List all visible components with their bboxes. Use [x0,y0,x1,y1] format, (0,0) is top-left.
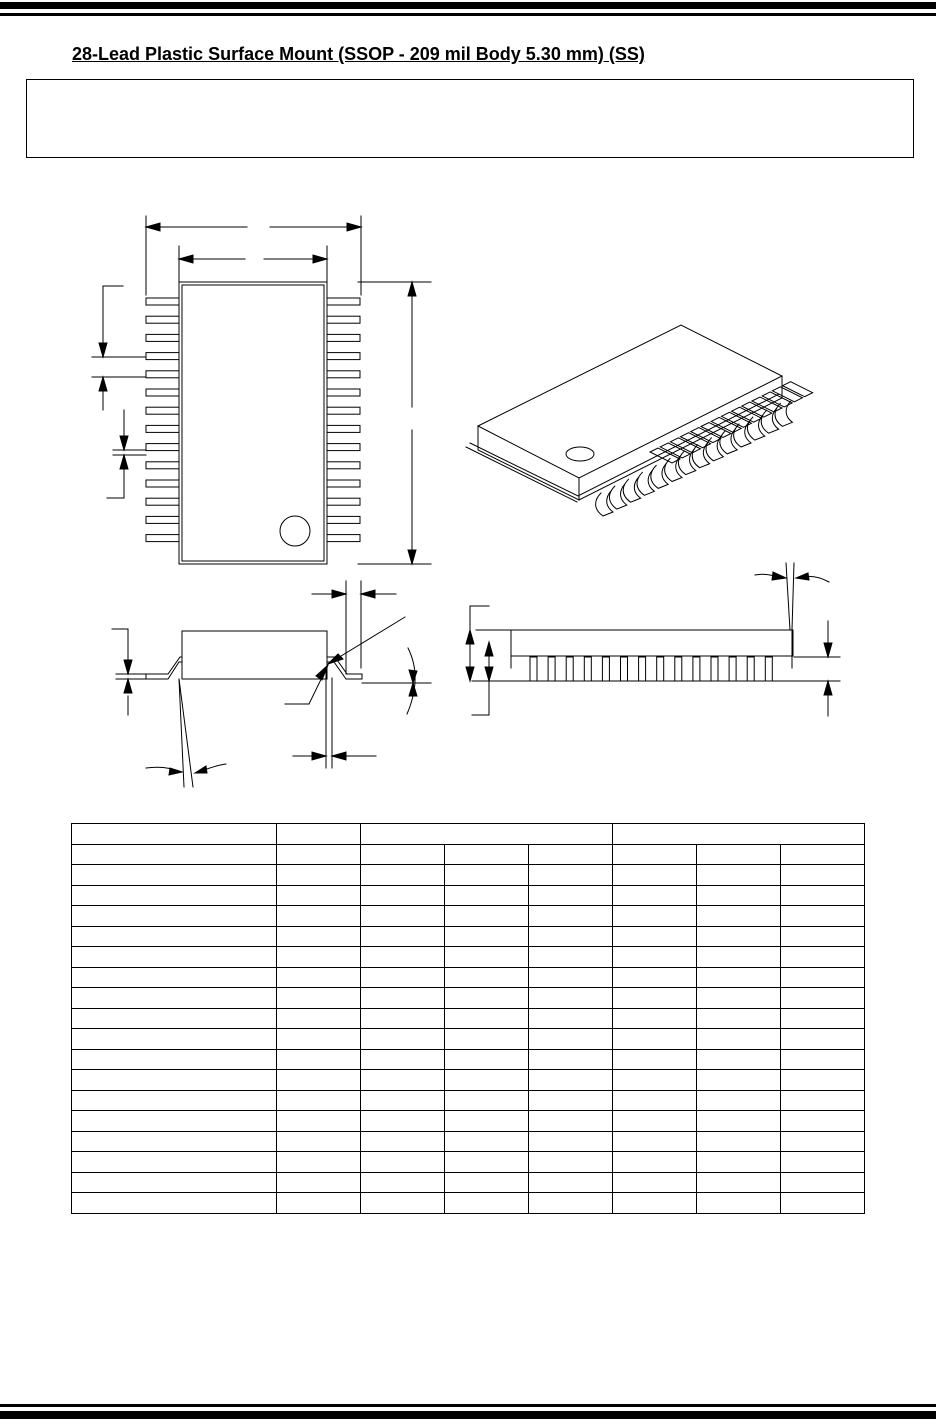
left-lead [146,462,179,469]
dimension-table-cell [72,1152,277,1173]
dimension-table-cell [529,1090,613,1111]
three-d-front-lead [665,457,682,482]
dimension-table-cell [277,1008,361,1029]
dimension-table-cell [361,844,445,865]
right-lead [327,316,360,323]
dimension-table-cell [781,1111,865,1132]
dimension-table-cell [697,1090,781,1111]
dimension-table-cell [529,906,613,927]
three-d-back-lead [691,428,721,443]
dimension-table-cell [781,885,865,906]
dimension-table-row [72,1029,865,1050]
dimension-table-cell [613,988,697,1009]
dimension-table-cell [72,1193,277,1214]
dimension-table-row [72,1008,865,1029]
dimension-table-cell [529,967,613,988]
end-view-lead [548,657,555,681]
dimension-table-cell [445,947,529,968]
dimension-table-group-cell-0 [72,824,277,845]
dimension-table-cell [277,926,361,947]
dimension-table-cell [529,1193,613,1214]
end-view-lead [747,657,754,681]
left-lead [146,516,179,523]
right-lead [327,334,360,341]
dimension-table-row [72,906,865,927]
three-d-back-lead [732,407,762,422]
dimension-table-cell [277,1029,361,1050]
right-lead [327,298,360,305]
three-d-front-lead [734,422,751,447]
dimension-table-cell [445,1029,529,1050]
three-d-front-lead [775,401,792,426]
left-lead [146,535,179,542]
dimension-table-cell [277,1172,361,1193]
three-d-front-lead [609,484,626,509]
dimension-table-cell [529,1172,613,1193]
end-view-lead [639,657,646,681]
dimension-table-cell [697,967,781,988]
dimension-table-cell [361,1152,445,1173]
three-d-back-lead [670,438,700,453]
dimension-table-cell [72,906,277,927]
dimension-table-row [72,1131,865,1152]
three-d-front-lead [761,408,778,433]
dimension-table-cell [72,1049,277,1070]
package-dimension-table [71,823,865,1214]
end-view-lead [675,657,682,681]
three-d-back-lead [752,397,782,412]
dimension-table-cell [529,988,613,1009]
dimension-table-cell [277,1090,361,1111]
right-lead [327,462,360,469]
dimension-table-cell [781,1152,865,1173]
dimension-table-cell [529,1111,613,1132]
dimension-table-cell [613,1172,697,1193]
dimension-table-row [72,1193,865,1214]
dimension-table-cell [445,926,529,947]
top-view-body [179,282,327,564]
dimension-table-row [72,947,865,968]
dimension-table-cell [697,1152,781,1173]
dimension-table-cell [361,1008,445,1029]
right-lead [327,498,360,505]
end-view-lead [530,657,537,681]
dimension-table-cell [613,1008,697,1029]
left-lead [146,316,179,323]
dimension-table-cell [361,1049,445,1070]
dimension-table-cell [781,1172,865,1193]
three-d-front-lead [623,477,640,502]
dimension-table-cell [529,947,613,968]
dimension-table-cell [361,906,445,927]
dimension-table-cell [529,1070,613,1091]
dimension-table-cell [277,1193,361,1214]
pin-one-indicator [280,516,310,546]
dimension-table-cell [613,967,697,988]
dimension-table-cell [445,1049,529,1070]
dimension-table-cell [277,1152,361,1173]
dimension-table-cell [445,885,529,906]
dimension-table-group-cell-1 [277,824,361,845]
end-view-lead [602,657,609,681]
dimension-table-cell [445,1172,529,1193]
dimension-table-cell [613,1029,697,1050]
dimension-table-cell [72,1111,277,1132]
dimension-table-cell [613,1049,697,1070]
dimension-table-group-cell-3 [613,824,865,845]
dimension-table-cell [781,947,865,968]
right-lead [327,371,360,378]
dimension-table-cell [613,947,697,968]
dimension-table-cell [529,1131,613,1152]
dimension-table-cell [277,906,361,927]
three-d-body-top [478,325,782,478]
right-lead [327,389,360,396]
dimension-table-row [72,967,865,988]
dimension-table-group-header-row [72,824,865,845]
right-lead [327,444,360,451]
dimension-table-cell [445,988,529,1009]
dimension-table-cell [72,947,277,968]
dimension-table-cell [529,885,613,906]
end-view-lead [584,657,591,681]
three-d-front-lead [706,436,723,461]
dimension-table-cell [697,1029,781,1050]
right-lead [327,535,360,542]
dimension-table-cell [781,1049,865,1070]
dimension-table-row [72,1172,865,1193]
page-title: 28-Lead Plastic Surface Mount (SSOP - 209 mil Body 5.30 mm) (SS) [72,44,645,64]
dimension-table-cell [697,947,781,968]
dimension-table-cell [445,1131,529,1152]
end-view-body [511,630,793,656]
dimension-table-cell [72,967,277,988]
three-d-front-lead [596,491,613,516]
right-lead [327,425,360,432]
dimension-table-cell [781,967,865,988]
three-d-front-lead [720,429,737,454]
end-view-lead [729,657,736,681]
dimension-table-cell [529,865,613,886]
bottom-border-thin [0,1404,936,1407]
dimension-table-cell [361,947,445,968]
dimension-table-cell [72,988,277,1009]
dimension-table-cell [781,865,865,886]
dimension-table-cell [781,926,865,947]
dimension-table-cell [781,1029,865,1050]
dimension-table-cell [277,1070,361,1091]
dimension-table-cell [697,1008,781,1029]
dimension-table-cell [445,1152,529,1173]
dimension-table-cell [697,906,781,927]
dimension-table-row [72,1070,865,1091]
three-d-back-lead [701,423,731,438]
top-border-thick [0,2,936,9]
dimension-table-row [72,1111,865,1132]
dimension-table-cell [72,1029,277,1050]
dimension-table-cell [697,844,781,865]
end-view-lead [657,657,664,681]
left-lead [146,407,179,414]
dimension-table-cell [361,1090,445,1111]
three-d-back-lead [762,392,792,407]
dimension-table-cell [781,844,865,865]
three-d-back-lead [660,443,690,458]
dimension-table-cell [781,906,865,927]
dimension-table-cell [277,865,361,886]
end-view-lead [693,657,700,681]
dimension-table-cell [361,1193,445,1214]
dimension-table-cell [445,967,529,988]
dimension-table-cell [361,1131,445,1152]
dimension-table-cell [277,885,361,906]
bottom-border-thick [0,1411,936,1419]
dimension-table-row [72,1090,865,1111]
dimension-table-cell [361,988,445,1009]
dimension-table-cell [361,967,445,988]
dimension-table-cell [361,926,445,947]
dimension-table-cell [361,1111,445,1132]
end-view-lead [765,657,772,681]
three-d-front-lead [651,463,668,488]
dimension-table-cell [697,1172,781,1193]
dimension-table-cell [697,1193,781,1214]
three-d-back-lead [721,412,751,427]
dimension-table-cell [697,1049,781,1070]
right-lead [327,407,360,414]
dimension-table-cell [613,1090,697,1111]
end-view-lead [566,657,573,681]
dimension-table-cell [529,1029,613,1050]
three-d-front-lead [678,450,695,475]
dimension-table-cell [613,1111,697,1132]
dimension-table-cell [781,1070,865,1091]
left-lead [146,389,179,396]
dimension-table-cell [72,1131,277,1152]
dimension-table-cell [72,1008,277,1029]
dimension-table-cell [361,1172,445,1193]
dimension-table-cell [361,1029,445,1050]
dimension-table-row [72,926,865,947]
dimension-table-cell [72,1172,277,1193]
dimension-table-cell [613,1152,697,1173]
left-lead [146,498,179,505]
dimension-table-cell [781,1193,865,1214]
dimension-table-cell [697,885,781,906]
three-d-front-lead [747,415,764,440]
three-d-front-lead [637,470,654,495]
dimension-table-cell [529,1049,613,1070]
three-d-back-lead [681,433,711,448]
dimension-table-cell [781,1131,865,1152]
dimension-table-cell [445,1008,529,1029]
dimension-table-cell [781,988,865,1009]
right-lead [327,353,360,360]
dimension-table-cell [72,926,277,947]
dimension-table-cell [781,1090,865,1111]
right-lead [327,516,360,523]
dimension-table-cell [697,988,781,1009]
dimension-table-cell [613,1193,697,1214]
dimension-table-cell [529,926,613,947]
three-d-back-lead [711,417,741,432]
dimension-table-cell [445,844,529,865]
dimension-table-cell [277,1131,361,1152]
package-note-box [26,79,914,158]
dimension-table-cell [72,1070,277,1091]
dimension-table-cell [613,1070,697,1091]
dimension-table-row [72,885,865,906]
left-lead [146,298,179,305]
three-d-back-lead [783,382,813,397]
three-d-front-lead [692,443,709,468]
dimension-table-cell [613,865,697,886]
dimension-table-cell [277,1049,361,1070]
dimension-table-cell [613,906,697,927]
dimension-table-cell [529,1008,613,1029]
dimension-table-row [72,865,865,886]
three-d-pin-one-mark [566,447,594,461]
end-view-lead [711,657,718,681]
dimension-table-cell [445,865,529,886]
dimension-table-cell [697,926,781,947]
dimension-table-cell [72,865,277,886]
left-lead [146,480,179,487]
dimension-table-cell [72,1090,277,1111]
dimension-table-cell [445,906,529,927]
dimension-table-cell [613,844,697,865]
dimension-table-cell [445,1090,529,1111]
dimension-table-cell [613,926,697,947]
top-border-thin [0,13,936,16]
left-lead [146,371,179,378]
dimension-table-cell [361,885,445,906]
dimension-table-cell [445,1193,529,1214]
dimension-table-cell [697,1131,781,1152]
dimension-table-cell [529,1152,613,1173]
dimension-table-cell [277,988,361,1009]
dimension-table-cell [361,1070,445,1091]
dimension-table-cell [361,865,445,886]
dimension-table-cell [697,1111,781,1132]
dimension-table-cell [445,1070,529,1091]
three-d-back-lead [650,448,680,463]
dimension-table-cell [697,1070,781,1091]
dimension-table-body [72,824,865,1214]
dimension-table-row [72,1049,865,1070]
dimension-table-cell [277,947,361,968]
dimension-table-row [72,1152,865,1173]
right-lead [327,480,360,487]
dimension-table-cell [445,1111,529,1132]
dimension-table-cell [277,844,361,865]
dimension-table-cell [72,844,277,865]
dimension-table-row [72,988,865,1009]
end-view-lead [621,657,628,681]
left-lead [146,334,179,341]
left-lead [146,425,179,432]
dimension-table-cell [277,1111,361,1132]
dimension-table-cell [277,967,361,988]
dimension-table-cell [529,844,613,865]
three-d-back-lead [772,387,802,402]
dimension-table-cell [72,885,277,906]
dimension-table-row [72,844,865,865]
dimension-table-cell [613,1131,697,1152]
dimension-table-cell [697,865,781,886]
dimension-table-group-cell-2 [361,824,613,845]
dimension-table-cell [613,885,697,906]
left-lead [146,444,179,451]
three-d-back-lead [742,402,772,417]
dimension-table-cell [781,1008,865,1029]
side-view-body [182,631,327,679]
left-lead [146,353,179,360]
